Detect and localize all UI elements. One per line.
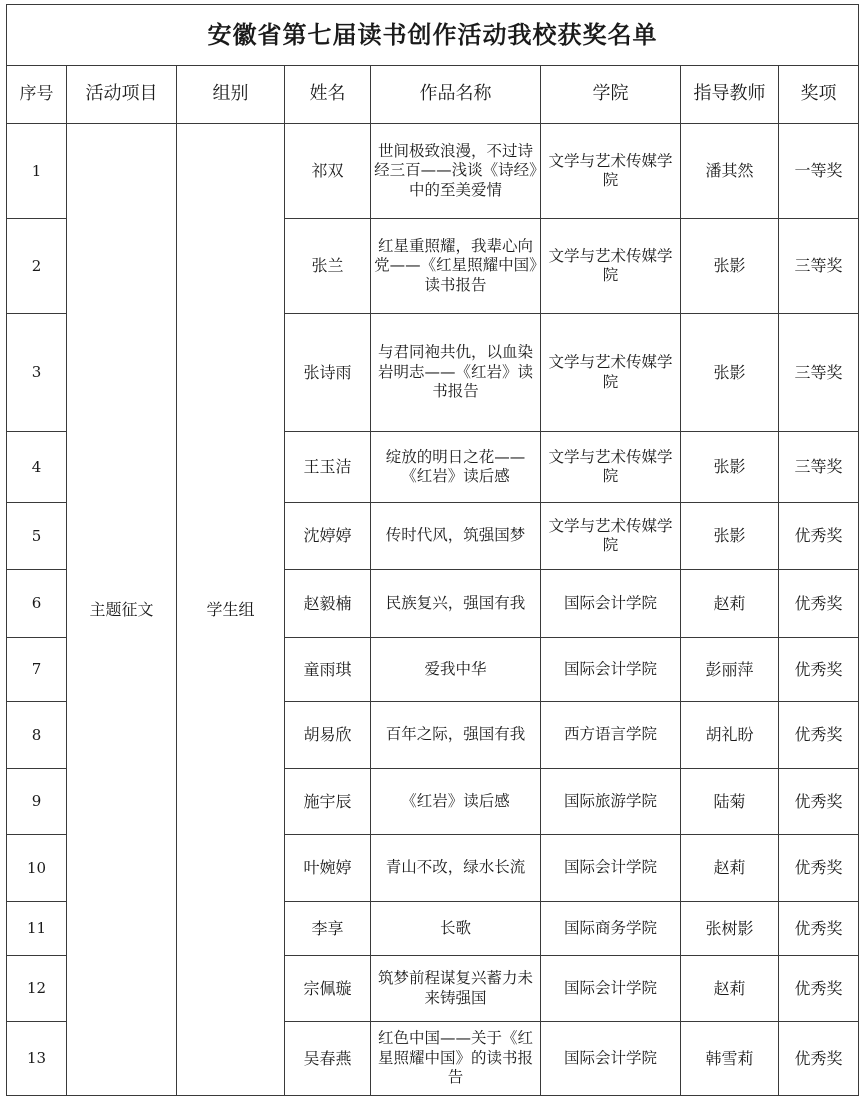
row-college: 国际会计学院 [541, 1022, 681, 1096]
row-award: 优秀奖 [779, 638, 859, 702]
row-work: 民族复兴，强国有我 [371, 570, 541, 638]
group-cell: 学生组 [177, 124, 285, 1096]
row-college: 西方语言学院 [541, 702, 681, 769]
row-name: 沈婷婷 [285, 503, 371, 570]
row-seq: 10 [7, 835, 67, 902]
header-group: 组别 [177, 66, 285, 124]
header-row [7, 66, 859, 124]
row-seq: 12 [7, 956, 67, 1022]
row-college: 文学与艺术传媒学院 [541, 503, 681, 570]
row-teacher: 赵莉 [681, 835, 779, 902]
row-award: 优秀奖 [779, 503, 859, 570]
row-seq: 2 [7, 219, 67, 314]
header-activity: 活动项目 [67, 66, 177, 124]
row-college: 国际会计学院 [541, 956, 681, 1022]
row-name: 吴春燕 [285, 1022, 371, 1096]
header-work: 作品名称 [371, 66, 541, 124]
row-work: 《红岩》读后感 [371, 769, 541, 835]
row-teacher: 张影 [681, 314, 779, 432]
row-teacher: 韩雪莉 [681, 1022, 779, 1096]
row-seq: 1 [7, 124, 67, 219]
row-teacher: 赵莉 [681, 956, 779, 1022]
award-list-sheet [6, 4, 858, 1096]
row-college: 国际旅游学院 [541, 769, 681, 835]
row-award: 优秀奖 [779, 702, 859, 769]
row-college: 文学与艺术传媒学院 [541, 314, 681, 432]
activity-cell: 主题征文 [67, 124, 177, 1096]
row-name: 祁双 [285, 124, 371, 219]
row-teacher: 张影 [681, 503, 779, 570]
row-teacher: 胡礼盼 [681, 702, 779, 769]
row-teacher: 陆菊 [681, 769, 779, 835]
row-work: 绽放的明日之花——《红岩》读后感 [371, 432, 541, 503]
header-college: 学院 [541, 66, 681, 124]
row-teacher: 彭丽萍 [681, 638, 779, 702]
page-title: 安徽省第七届读书创作活动我校获奖名单 [7, 5, 859, 66]
row-seq: 7 [7, 638, 67, 702]
row-seq: 11 [7, 902, 67, 956]
row-college: 国际会计学院 [541, 638, 681, 702]
row-name: 张诗雨 [285, 314, 371, 432]
row-seq: 4 [7, 432, 67, 503]
row-name: 赵毅楠 [285, 570, 371, 638]
row-teacher: 张影 [681, 219, 779, 314]
award-table [6, 4, 859, 1096]
row-college: 文学与艺术传媒学院 [541, 432, 681, 503]
row-name: 王玉洁 [285, 432, 371, 503]
row-college: 文学与艺术传媒学院 [541, 219, 681, 314]
row-award: 三等奖 [779, 432, 859, 503]
row-teacher: 赵莉 [681, 570, 779, 638]
row-award: 一等奖 [779, 124, 859, 219]
row-award: 优秀奖 [779, 769, 859, 835]
row-name: 施宇辰 [285, 769, 371, 835]
row-work: 长歌 [371, 902, 541, 956]
row-teacher: 潘其然 [681, 124, 779, 219]
row-seq: 5 [7, 503, 67, 570]
row-award: 三等奖 [779, 314, 859, 432]
header-award: 奖项 [779, 66, 859, 124]
row-work: 青山不改，绿水长流 [371, 835, 541, 902]
row-award: 三等奖 [779, 219, 859, 314]
row-seq: 6 [7, 570, 67, 638]
row-seq: 8 [7, 702, 67, 769]
row-college: 文学与艺术传媒学院 [541, 124, 681, 219]
header-teacher: 指导教师 [681, 66, 779, 124]
row-award: 优秀奖 [779, 902, 859, 956]
row-work: 爱我中华 [371, 638, 541, 702]
row-seq: 3 [7, 314, 67, 432]
row-college: 国际会计学院 [541, 570, 681, 638]
row-college: 国际商务学院 [541, 902, 681, 956]
row-name: 叶婉婷 [285, 835, 371, 902]
row-teacher: 张树影 [681, 902, 779, 956]
table-row [7, 124, 859, 219]
row-work: 百年之际，强国有我 [371, 702, 541, 769]
row-seq: 13 [7, 1022, 67, 1096]
row-award: 优秀奖 [779, 1022, 859, 1096]
row-name: 胡易欣 [285, 702, 371, 769]
row-seq: 9 [7, 769, 67, 835]
row-award: 优秀奖 [779, 570, 859, 638]
row-teacher: 张影 [681, 432, 779, 503]
row-work: 红星重照耀，我辈心向党——《红星照耀中国》读书报告 [371, 219, 541, 314]
row-work: 筑梦前程谋复兴蓄力未来铸强国 [371, 956, 541, 1022]
header-name: 姓名 [285, 66, 371, 124]
row-college: 国际会计学院 [541, 835, 681, 902]
row-work: 传时代风，筑强国梦 [371, 503, 541, 570]
row-name: 童雨琪 [285, 638, 371, 702]
row-name: 张兰 [285, 219, 371, 314]
row-work: 与君同袍共仇，以血染岩明志——《红岩》读书报告 [371, 314, 541, 432]
row-award: 优秀奖 [779, 956, 859, 1022]
header-seq: 序号 [7, 66, 67, 124]
row-award: 优秀奖 [779, 835, 859, 902]
row-work: 红色中国——关于《红星照耀中国》的读书报告 [371, 1022, 541, 1096]
row-name: 李享 [285, 902, 371, 956]
row-work: 世间极致浪漫，不过诗经三百——浅谈《诗经》中的至美爱情 [371, 124, 541, 219]
row-name: 宗佩璇 [285, 956, 371, 1022]
